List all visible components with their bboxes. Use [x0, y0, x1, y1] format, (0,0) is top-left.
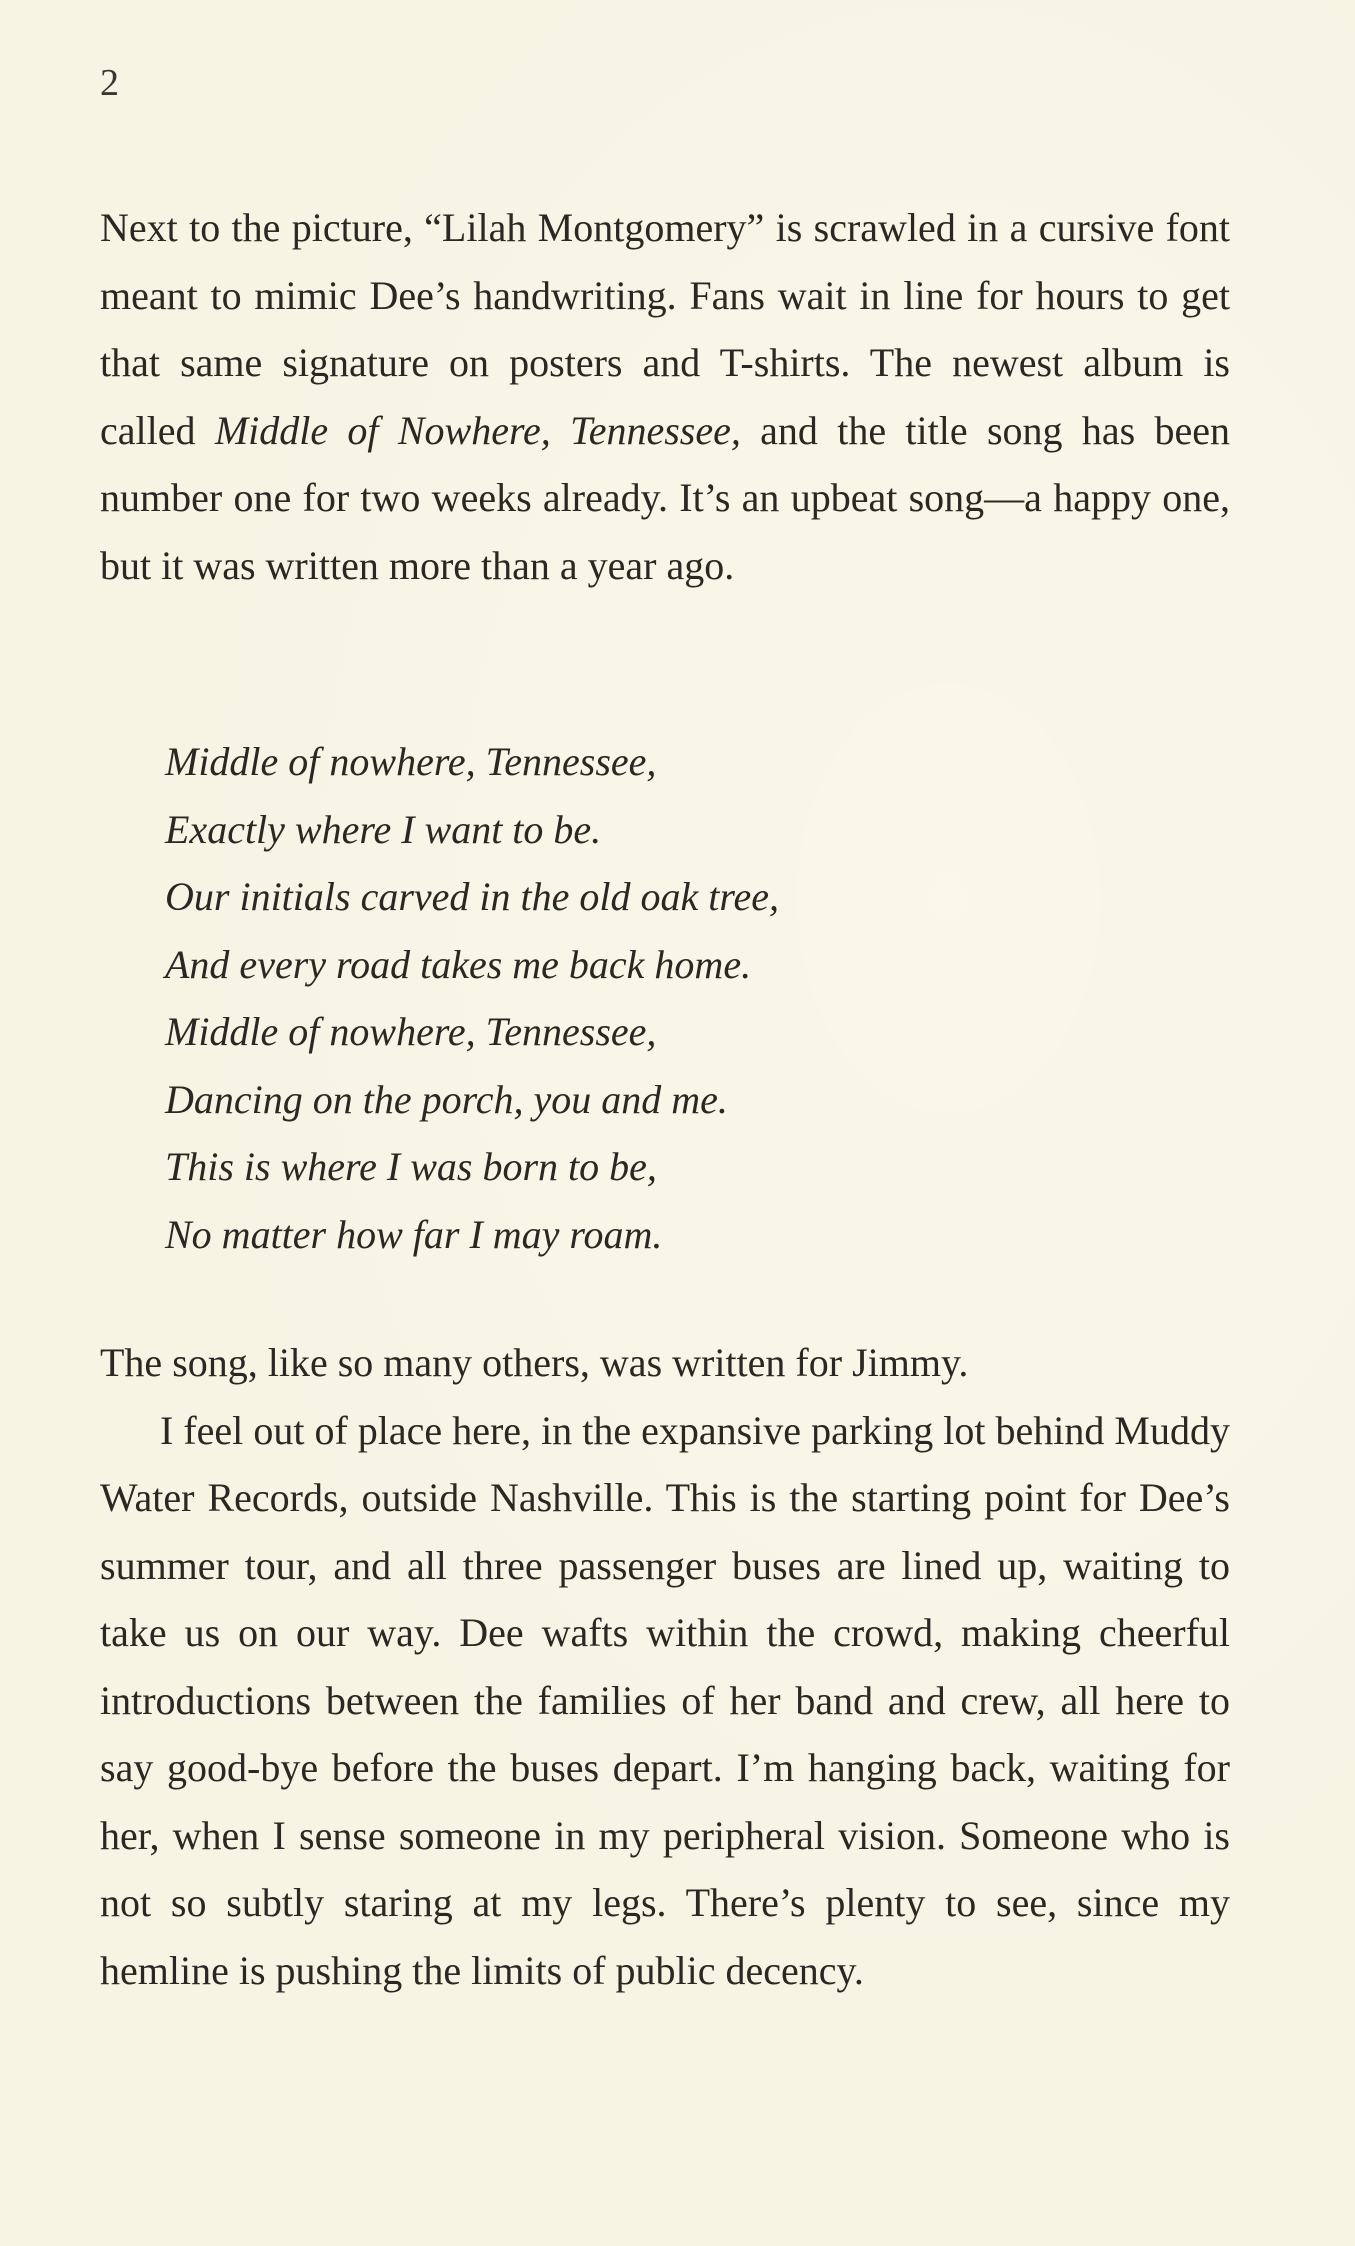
lyric-line: Our initials carved in the old oak tree, [165, 874, 779, 919]
lyric-line: No matter how far I may roam. [165, 1211, 663, 1257]
paragraph-parking-lot: I feel out of place here, in the expansive parking lot behind Muddy Water Records, outside Nashville. This is the starting point for Dee’s summer tour, and all three passenger buses are lined up, waiting to take us on our way. Dee wafts within the crowd, making cheerful introductions between the families of her band and crew, all here to say good-bye before the buses depart. I’m hanging back, waiting for her, when I sense someone in my peripheral vision. Someone who is not so subtly staring at my legs. There’s plenty to see, since my hemline is pushing the limits of public decency. [100, 1407, 1230, 1993]
lyric-line: Middle of nowhere, Tennessee, [165, 1009, 657, 1054]
lyric-line: And every road takes me back home. [165, 941, 752, 987]
album-title: Middle of Nowhere, Tennessee, [214, 407, 741, 453]
song-lyrics [165, 728, 1165, 1268]
paragraph-body [100, 1329, 1230, 2004]
page-number: 2 [100, 62, 119, 104]
paragraph-intro [100, 194, 1230, 599]
lyric-line: Dancing on the porch, you and me. [165, 1076, 728, 1122]
lyric-line: Middle of nowhere, Tennessee, [165, 739, 657, 784]
lyric-line: Exactly where I want to be. [165, 806, 602, 852]
intro-text-before: Next to the picture, “Lilah Montgomery” is scrawled in a cursive font meant to mimic Dee’s handwriting. Fans wait in line for hours to get that same signature on posters and T-shirts. The newest album is called [100, 205, 1230, 453]
intro-text-after: and the title song has been number one for two weeks already. It’s an upbeat song—a happy one, but it was written more than a year ago. [100, 407, 1230, 588]
lyric-line: This is where I was born to be, [165, 1144, 657, 1189]
paragraph-song-for-jimmy: The song, like so many others, was written for Jimmy. [100, 1340, 969, 1385]
